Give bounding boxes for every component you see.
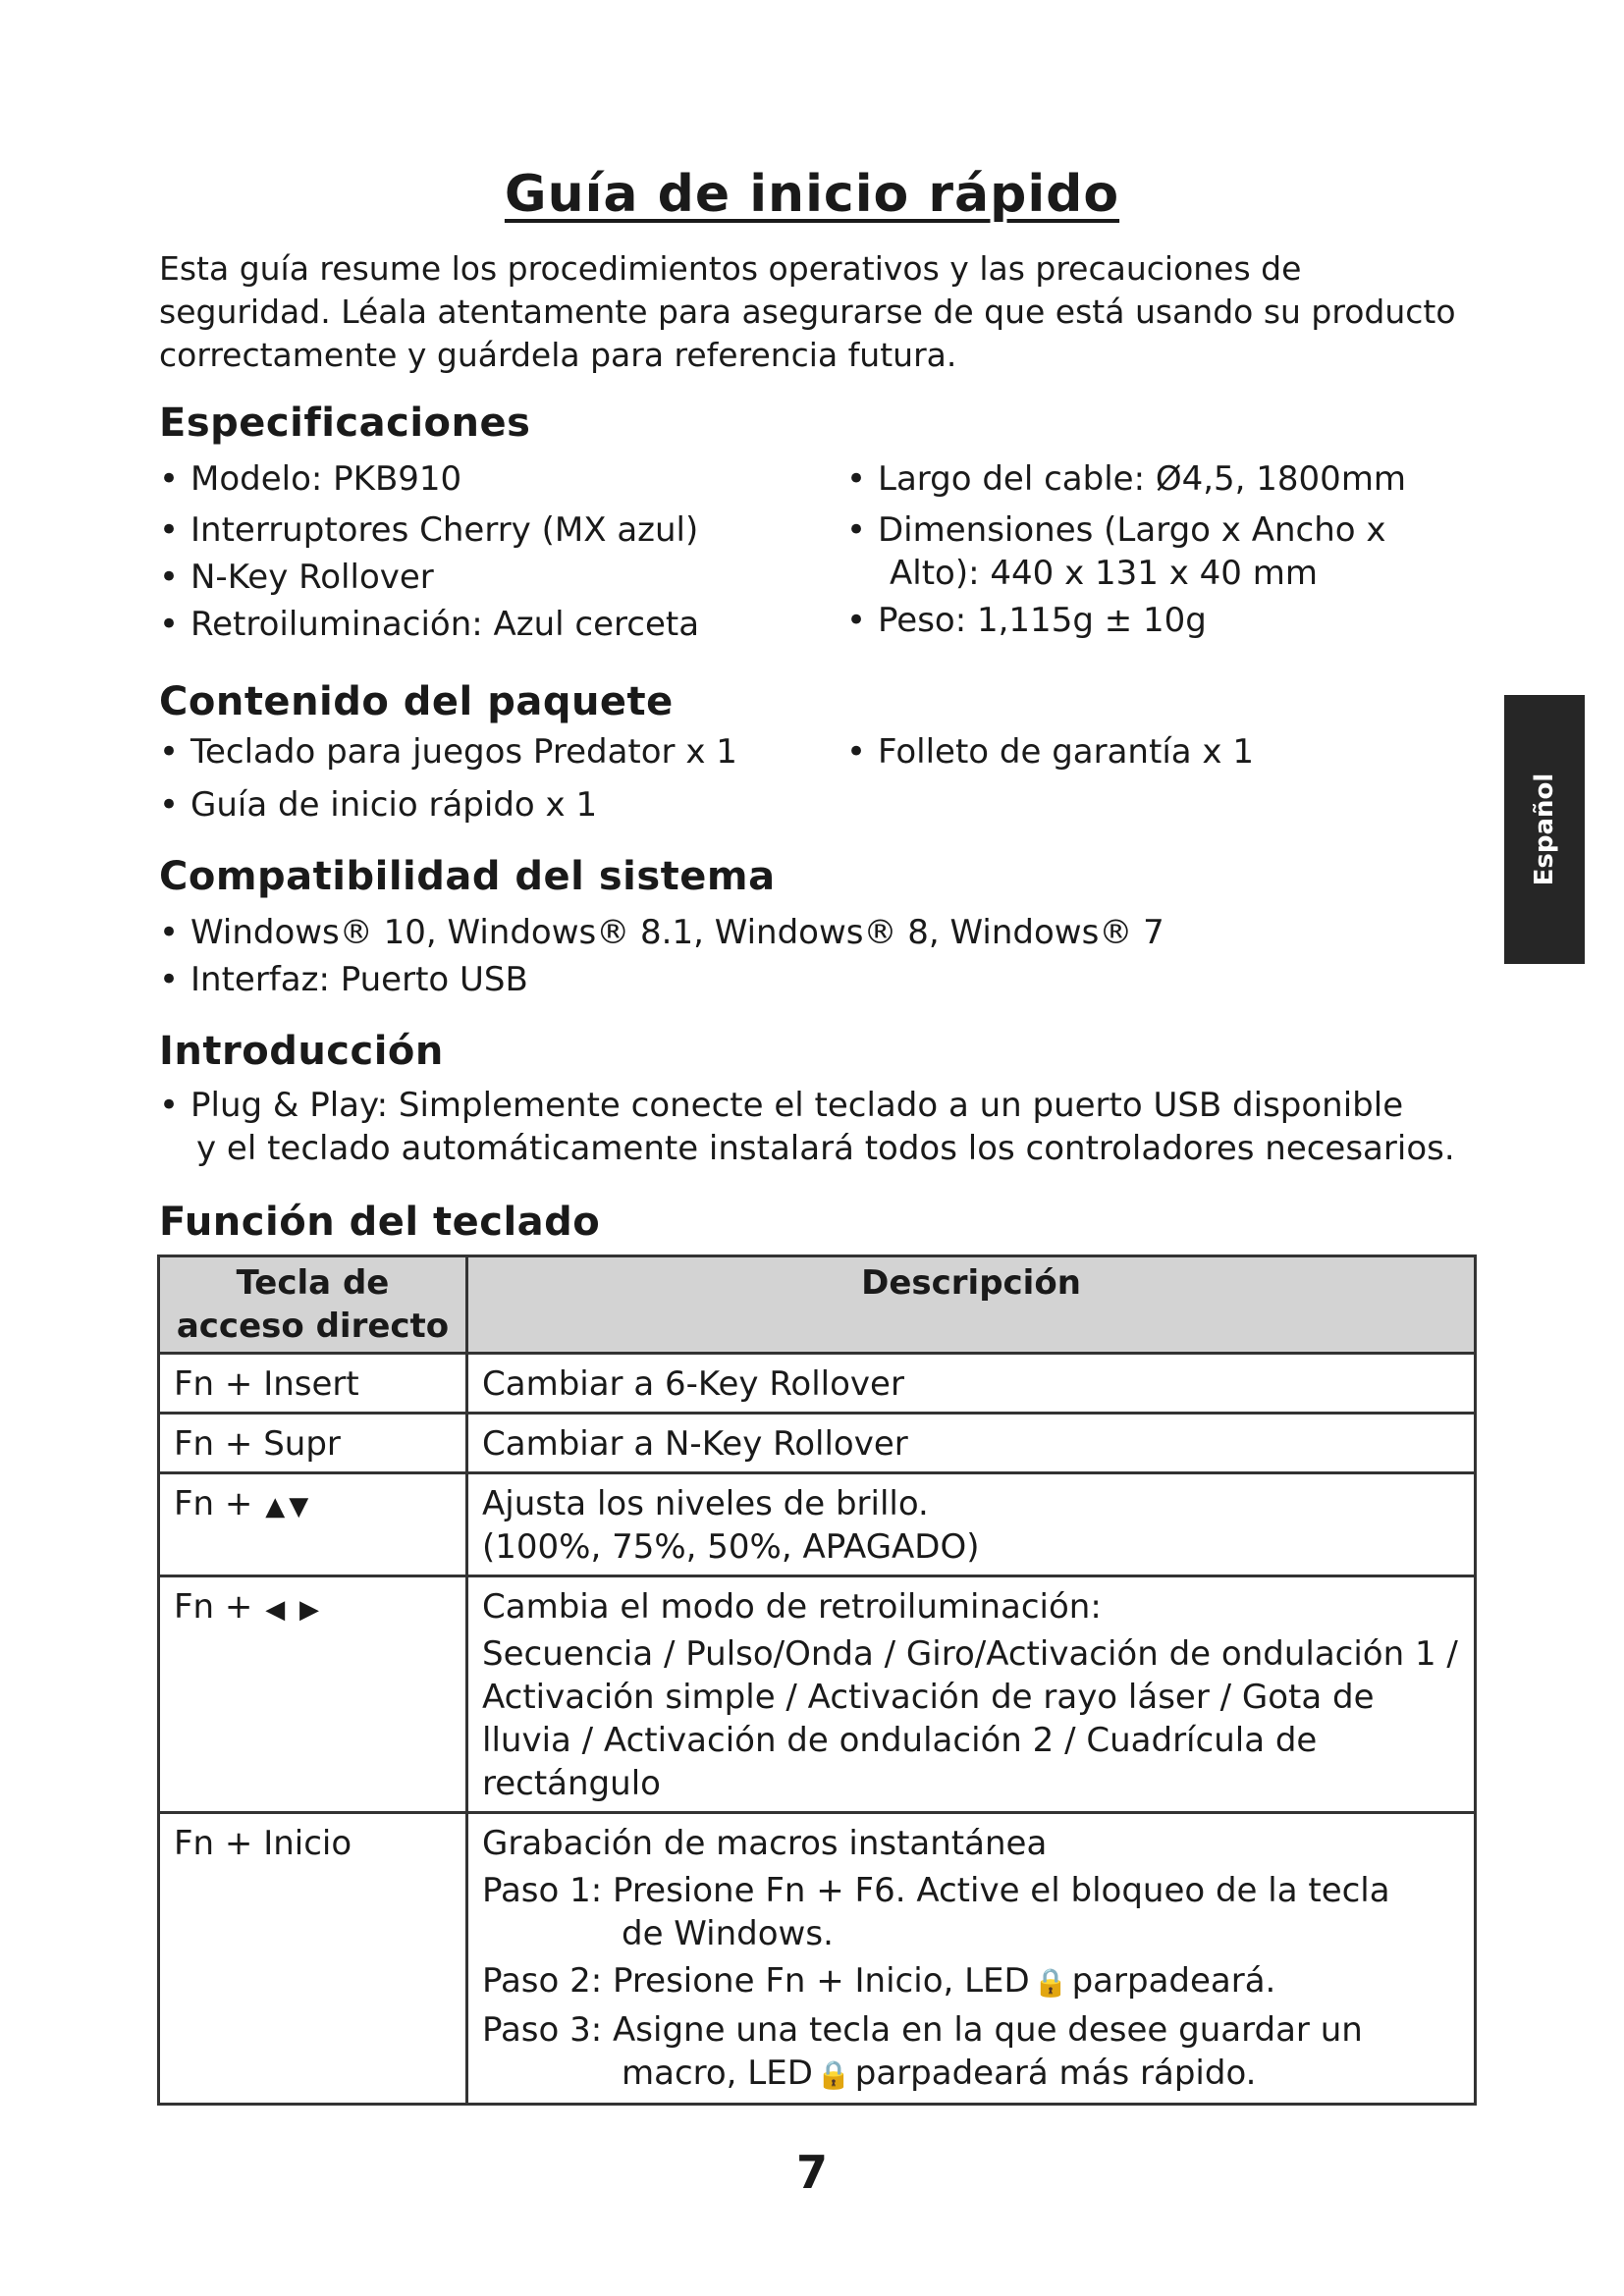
compat-heading: Compatibilidad del sistema: [159, 854, 776, 899]
hotkey-cell: Fn + ◀ ▶: [159, 1576, 467, 1813]
hotkey-cell: Fn + Inicio: [159, 1813, 467, 2105]
compat-item: • Windows® 10, Windows® 8.1, Windows® 8, Windows® 7: [159, 913, 1164, 952]
table-row: [159, 1354, 1476, 1414]
spec-item: • Peso: 1,115g ± 10g: [846, 601, 1207, 640]
hotkey-cell: Fn + ▲ ▼: [159, 1473, 467, 1576]
package-heading: Contenido del paquete: [159, 679, 674, 724]
function-heading: Función del teclado: [159, 1200, 601, 1245]
description-cell: Cambiar a 6-Key Rollover: [467, 1354, 1476, 1414]
compat-item: • Interfaz: Puerto USB: [159, 960, 528, 999]
page-number: 7: [795, 2146, 828, 2199]
intro-paragraph: Esta guía resume los procedimientos operativos y las precauciones de seguridad. Léala atentamente para asegurarse de que está usando su producto correctamente y guárdela para referencia futura.: [159, 249, 1456, 374]
spec-item: • Largo del cable: Ø4,5, 1800mm: [846, 459, 1407, 499]
keyboard-function-table: [157, 1255, 1477, 2106]
specs-heading: Especificaciones: [159, 400, 531, 446]
description-cell: Ajusta los niveles de brillo. (100%, 75%, 50%, APAGADO): [467, 1473, 1476, 1576]
lock-icon: 🔒: [816, 2058, 851, 2091]
hotkey-cell: Fn + Supr: [159, 1414, 467, 1473]
arrow-up-icon: ▲: [265, 1492, 286, 1522]
spec-item: • Interruptores Cherry (MX azul): [159, 510, 699, 550]
language-tab: [1504, 695, 1585, 964]
arrow-down-icon: ▼: [289, 1492, 309, 1522]
introduction-item-continued: y el teclado automáticamente instalará todos los controladores necesarios.: [196, 1129, 1455, 1168]
column-header-description: Descripción: [467, 1256, 1476, 1354]
lock-icon: 🔒: [1033, 1966, 1068, 1999]
page-title: Guía de inicio rápido: [504, 165, 1120, 224]
description-cell: Cambia el modo de retroiluminación: Secuencia / Pulso/Onda / Giro/Activación de ondulación 1 / Activación simple / Activación de rayo láser / Gota de lluvia / Activación de ondulación 2 / Cuadrícula de rectángulo: [467, 1576, 1476, 1813]
column-header-key: Tecla de acceso directo: [159, 1256, 467, 1354]
package-item: • Guía de inicio rápido x 1: [159, 785, 598, 825]
table-header-row: [159, 1256, 1476, 1354]
table-row: [159, 1813, 1476, 2105]
table-row: [159, 1576, 1476, 1813]
description-cell: Grabación de macros instantánea Paso 1: Presione Fn + F6. Active el bloqueo de la tecla de Windows. Paso 2: Presione Fn + Inicio, LED 🔒 parpadeará. Paso 3: Asigne una tecla en la que desee guardar un macro, LED 🔒 parpadeará más rápido.: [467, 1813, 1476, 2105]
spec-item: • N-Key Rollover: [159, 558, 434, 597]
table-row: [159, 1473, 1476, 1576]
table-row: [159, 1414, 1476, 1473]
spec-item-continued: Alto): 440 x 131 x 40 mm: [890, 554, 1318, 593]
description-cell: Cambiar a N-Key Rollover: [467, 1414, 1476, 1473]
spec-item: • Retroiluminación: Azul cerceta: [159, 605, 700, 644]
arrow-left-icon: ◀: [265, 1595, 286, 1625]
package-item: • Folleto de garantía x 1: [846, 732, 1254, 772]
spec-item: • Modelo: PKB910: [159, 459, 462, 499]
language-tab-label: Español: [1530, 773, 1559, 886]
package-item: • Teclado para juegos Predator x 1: [159, 732, 737, 772]
hotkey-cell: Fn + Insert: [159, 1354, 467, 1414]
spec-item: • Dimensiones (Largo x Ancho x: [846, 510, 1386, 550]
introduction-item: • Plug & Play: Simplemente conecte el teclado a un puerto USB disponible: [159, 1086, 1404, 1125]
introduction-heading: Introducción: [159, 1029, 444, 1074]
arrow-right-icon: ▶: [299, 1595, 320, 1625]
